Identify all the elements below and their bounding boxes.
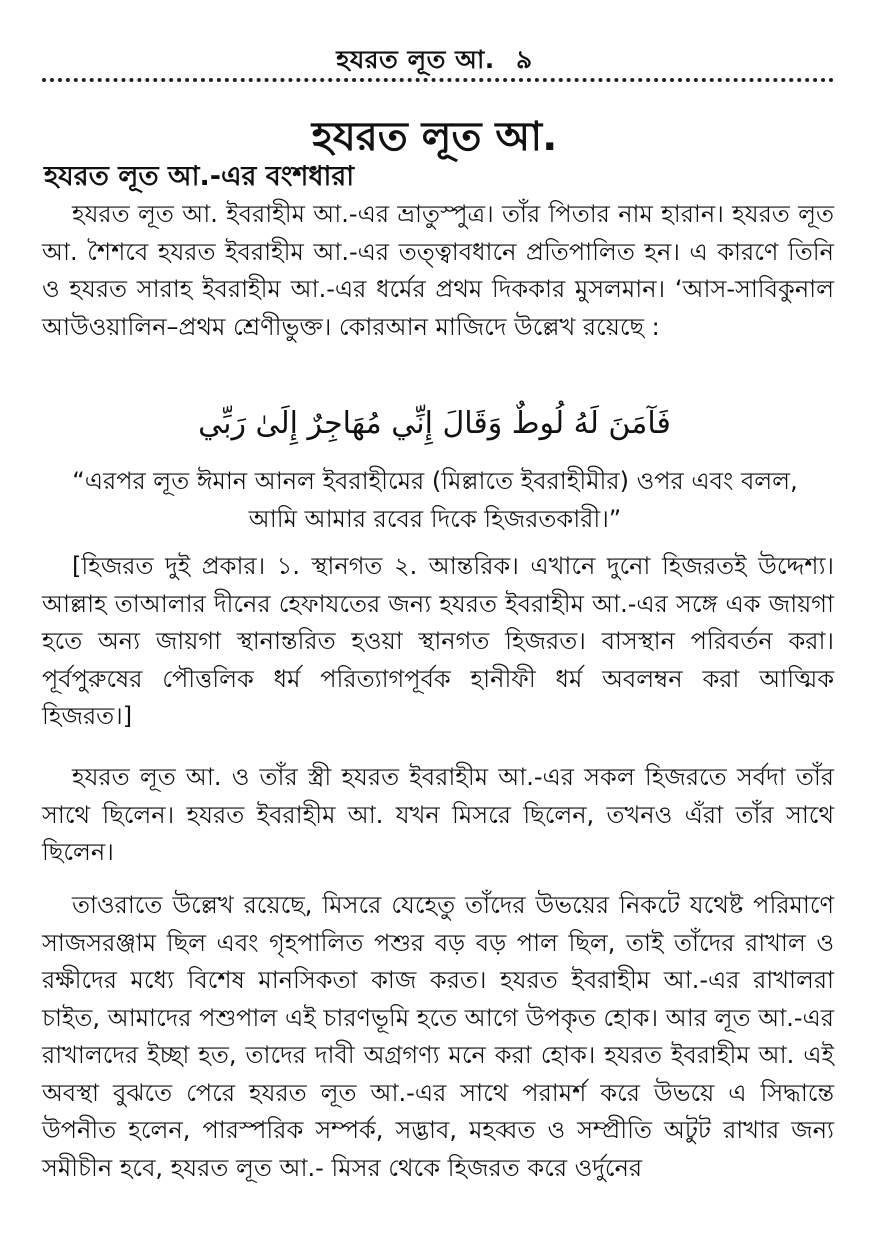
header-divider <box>42 78 834 82</box>
verse-translation-quote: “এরপর লূত ঈমান আনল ইবরাহীমের (মিল্লাতে ইবরাহীমীর) ওপর এবং বলল, আমি আমার রবের দিকে হিজরতকারী।” <box>72 467 798 533</box>
running-header <box>0 40 869 83</box>
paragraph-lineage: হযরত লূত আ. ইবরাহীম আ.-এর ভ্রাতুস্পুত্র। তাঁর পিতার নাম হারান। হযরত লূত আ. শৈশবে হযরত ইবরাহীম আ.-এর তত্ত্বাবধানে প্রতিপালিত হন। এ কারণে তিনি ও হযরত সারাহ ইবরাহীম আ.-এর ধর্মের প্রথম দিককার মুসলমান। ‘আস-সাবিকুনাল আউওয়ালিন–প্রথম শ্রেণীভুক্ত। কোরআন মাজিদে উল্লেখ রয়েছে : <box>42 200 834 341</box>
arabic-verse: فَآمَنَ لَهُ لُوطٌ وَقَالَ إِنِّي مُهَاجِرٌ إِلَىٰ رَبِّي <box>198 406 671 441</box>
paragraph-hijrat-types: [হিজরত দুই প্রকার। ১. স্থানগত ২. আন্তরিক। এখানে দুনো হিজরতই উদ্দেশ্য। আল্লাহ তাআলার দীনের হেফাযতের জন্য হযরত ইবরাহীম আ.-এর সঙ্গে এক জায়গা হতে অন্য জায়গা স্থানান্তরিত হওয়া স্থানগত হিজরত। বাসস্থান পরিবর্তন করা। পূর্বপুরুষের পৌত্তলিক ধর্ম পরিত্যাগপূর্বক হানীফী ধর্ম অবলম্বন করা আত্মিক হিজরত।] <box>42 552 834 730</box>
page-number: ৯ <box>515 45 533 74</box>
paragraph-companionship: হযরত লূত আ. ও তাঁর স্ত্রী হযরত ইবরাহীম আ.-এর সকল হিজরতে সর্বদা তাঁর সাথে ছিলেন। হযরত ইবরাহীম আ. যখন মিসরে ছিলেন, তখনও এঁরা তাঁর সাথে ছিলেন। <box>42 763 834 866</box>
chapter-title: হযরত লূত আ. <box>311 114 558 160</box>
paragraph-torah-account: তাওরাতে উল্লেখ রয়েছে, মিসরে যেহেতু তাঁদের উভয়ের নিকটে যথেষ্ট পরিমাণে সাজসরঞ্জাম ছিল এবং গৃহপালিত পশুর বড় বড় পাল ছিল, তাই তাঁদের রাখাল ও রক্ষীদের মধ্যে বিশেষ মানসিকতা কাজ করত। হযরত ইবরাহীম আ.-এর রাখালরা চাইত, আমাদের পশুপাল এই চারণভূমি হতে আগে উপকৃত হোক। আর লূত আ.-এর রাখালদের ইচ্ছা হত, তাদের দাবী অগ্রগণ্য মনে করা হোক। হযরত ইবরাহীম আ. এই অবস্থা বুঝতে পেরে হযরত লূত আ.-এর সাথে পরামর্শ করে উভয়ে এ সিদ্ধান্তে উপনীত হলেন, পারস্পরিক সম্পর্ক, সদ্ভাব, মহব্বত ও সম্প্রীতি অটুট রাখার জন্য সমীচীন হবে, হযরত লূত আ.- মিসর থেকে হিজরত করে ওর্দুনের <box>42 891 834 1182</box>
running-title: হযরত লূত আ. <box>336 45 495 74</box>
section-heading: হযরত লূত আ.-এর বংশধারা <box>44 161 355 192</box>
